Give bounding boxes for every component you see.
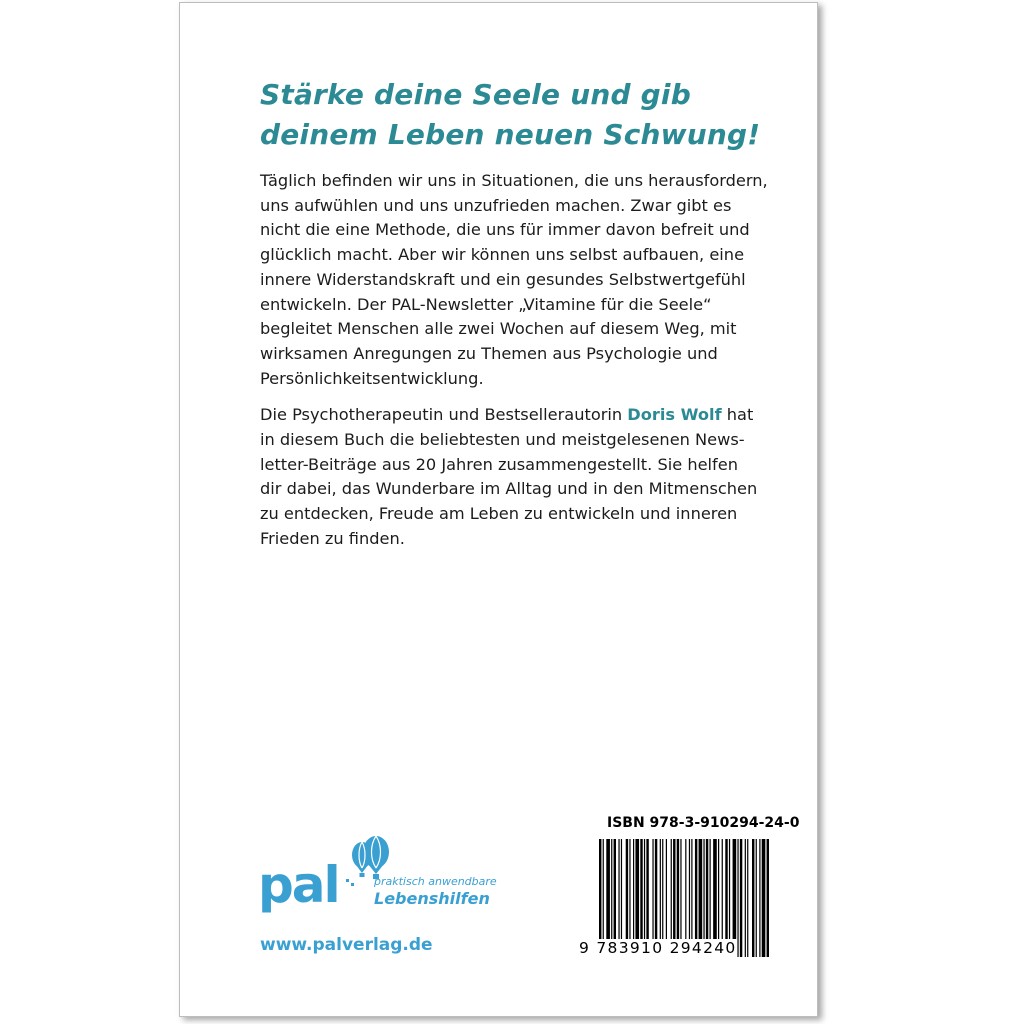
barcode-bar — [759, 839, 760, 957]
blurb-line: zu entdecken, Freude am Leben zu entwickeln und inneren — [260, 504, 738, 524]
blurb-line: Frieden zu finden. — [260, 528, 405, 548]
blurb-line: glücklich macht. Aber wir können uns selbst aufbauen, eine — [260, 245, 745, 265]
isbn-label: ISBN 978-3-910294-24-0 — [607, 815, 800, 831]
barcode-bar — [762, 839, 766, 957]
barcode-bar — [752, 839, 754, 957]
pal-logo-text: pal — [258, 856, 339, 914]
blurb-paragraph-1 — [260, 169, 780, 391]
blurb-line: letter-Beiträge aus 20 Jahren zusammengestellt. Sie helfen — [260, 454, 738, 474]
barcode-bar — [747, 839, 748, 957]
barcode-bar — [767, 839, 769, 957]
blurb-line: begleitet Menschen alle zwei Wochen auf diesem Weg, mit — [260, 319, 737, 339]
blurb-line: in diesem Buch die beliebtesten und meistgelesenen News- — [260, 430, 745, 450]
blurb-line: uns aufwühlen und uns unzufrieden machen. Zwar gibt es — [260, 195, 732, 215]
barcode-bar — [737, 839, 738, 957]
blurb-line: Persönlichkeitsentwicklung. — [260, 368, 484, 388]
publisher-tagline-small: praktisch anwendbare — [374, 875, 497, 888]
author-intro-suffix: hat — [721, 405, 754, 425]
barcode-bar — [740, 839, 742, 957]
publisher-tagline-large: Lebenshilfen — [374, 889, 490, 908]
blurb-line: nicht die eine Methode, die uns für immer davon befreit und — [260, 220, 750, 240]
headline-line-1: Stärke deine Seele und gib — [260, 78, 691, 111]
author-name: Doris Wolf — [627, 405, 722, 425]
blurb-paragraph-2 — [260, 403, 780, 551]
headline — [260, 75, 780, 155]
publisher-website: www.palverlag.de — [260, 935, 433, 955]
isbn-block — [579, 815, 800, 970]
blurb-line: innere Widerstandskraft und ein gesundes Selbstwertgefühl — [260, 269, 746, 289]
blurb — [260, 169, 780, 552]
author-intro-text: Die Psychotherapeutin und Bestsellerautorin — [260, 405, 628, 425]
blurb-line: wirksamen Anregungen zu Themen aus Psychologie und — [260, 343, 718, 363]
barcode-digits: 9 783910 294240 — [579, 939, 737, 957]
headline-line-2: deinem Leben neuen Schwung! — [260, 118, 761, 151]
barcode-bar — [756, 839, 757, 957]
barcode-bar — [745, 839, 746, 957]
blurb-line: dir dabei, das Wunderbare im Alltag und in den Mitmenschen — [260, 479, 758, 499]
book-back-cover — [179, 2, 818, 1017]
blurb-line: entwickeln. Der PAL-Newsletter „Vitamine für die Seele“ — [260, 294, 712, 314]
blurb-line — [260, 403, 780, 428]
blurb-line: Täglich befinden wir uns in Situationen, die uns herausfordern, — [260, 171, 768, 190]
publisher-logo — [258, 835, 503, 925]
